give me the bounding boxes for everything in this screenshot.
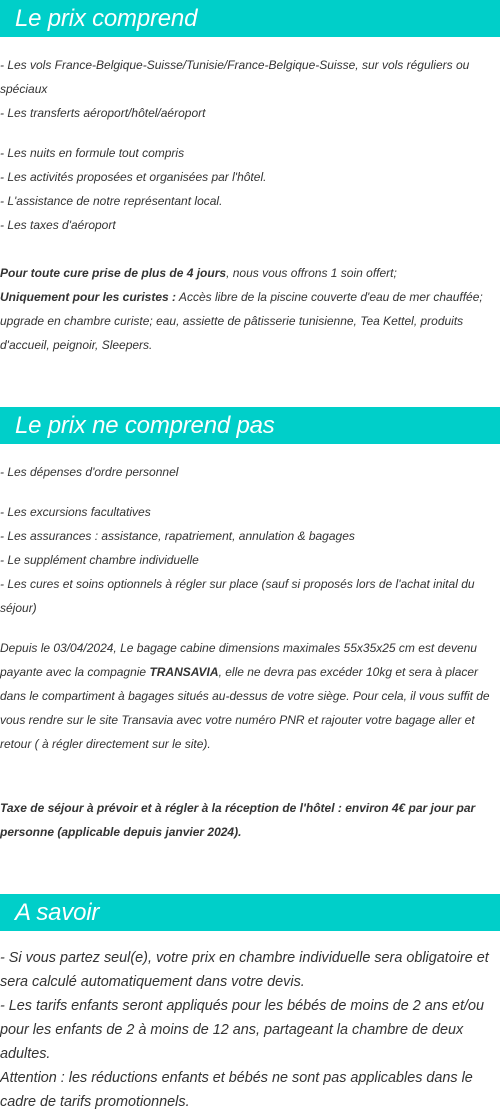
list-item: - L'assistance de notre représentant local. xyxy=(0,194,223,208)
list-item: Attention : les réductions enfants et bébés ne sont pas applicables dans le cadre de tarifs promotionnels. xyxy=(0,1070,473,1110)
baggage-text-end: , elle ne devra pas excéder 10kg et sera à placer dans le compartiment à bagages situés au-dessus de votre siège. Pour cela, il vous suffit de vous rendre sur le site Transavia avec votre numéro PNR et rajouter votre bagage aller et retour ( à régler directement sur le site). xyxy=(0,665,490,751)
section-title-good-to-know: A savoir xyxy=(15,899,100,926)
section-title-not-included: Le prix ne comprend pas xyxy=(15,412,275,439)
baggage-paragraph xyxy=(0,636,494,756)
good-to-know-list xyxy=(0,946,498,1114)
not-included-list-extras xyxy=(0,500,494,620)
list-item: - Les taxes d'aéroport xyxy=(0,218,116,232)
list-item: - Les cures et soins optionnels à régler sur place (sauf si proposés lors de l'achat inital du séjour) xyxy=(0,577,475,615)
section-header-included xyxy=(0,0,500,37)
included-list-transport xyxy=(0,53,494,125)
list-item: - Les vols France-Belgique-Suisse/Tunisie/France-Belgique-Suisse, sur vols réguliers ou spéciaux xyxy=(0,58,470,96)
included-list-stay xyxy=(0,141,494,237)
list-item: - Les nuits en formule tout compris xyxy=(0,146,185,160)
curist-text: Accès libre de la piscine couverte d'eau de mer chauffée; upgrade en chambre curiste; eau, assiette de pâtisserie tunisienne, Tea Kettel, produits d'accueil, peignoir, Sleepers. xyxy=(0,290,483,352)
section-header-not-included xyxy=(0,407,500,444)
airline-name: TRANSAVIA xyxy=(149,665,219,679)
list-item: - Le supplément chambre individuelle xyxy=(0,553,199,567)
tourist-tax-paragraph xyxy=(0,796,494,844)
not-included-list-personal xyxy=(0,460,494,484)
tourist-tax-text xyxy=(0,796,494,844)
baggage-text xyxy=(0,636,494,756)
list-item: - Les activités proposées et organisées par l'hôtel. xyxy=(0,170,267,184)
list-item: - Les excursions facultatives xyxy=(0,505,151,519)
cure-offer-paragraph xyxy=(0,261,494,357)
list-item: - Les assurances : assistance, rapatriement, annulation & bagages xyxy=(0,529,355,543)
cure-offer-bold: Pour toute cure prise de plus de 4 jours xyxy=(0,266,227,280)
tourist-tax-bold: Taxe de séjour à prévoir et à régler à la réception de l'hôtel : environ 4€ par jour par personne (applicable depuis janvier 2024). xyxy=(0,801,476,839)
curist-line xyxy=(0,285,494,357)
list-item: - Les tarifs enfants seront appliqués pour les bébés de moins de 2 ans et/ou pour les enfants de 2 à moins de 12 ans, partageant la chambre de deux adultes. xyxy=(0,998,484,1062)
cure-offer-text: , nous vous offrons 1 soin offert; xyxy=(226,266,397,280)
list-item: - Les transferts aéroport/hôtel/aéroport xyxy=(0,106,206,120)
baggage-text-start: Depuis le 03/04/2024, Le bagage cabine dimensions maximales 55x35x25 cm est devenu payante avec la compagnie xyxy=(0,641,477,679)
list-item: - Les dépenses d'ordre personnel xyxy=(0,465,179,479)
list-item: - Si vous partez seul(e), votre prix en chambre individuelle sera obligatoire et sera calculé automatiquement dans votre devis. xyxy=(0,950,489,990)
section-header-good-to-know xyxy=(0,894,500,931)
section-title-included: Le prix comprend xyxy=(15,5,198,32)
cure-offer-line xyxy=(0,261,494,285)
curist-bold: Uniquement pour les curistes : xyxy=(0,290,177,304)
